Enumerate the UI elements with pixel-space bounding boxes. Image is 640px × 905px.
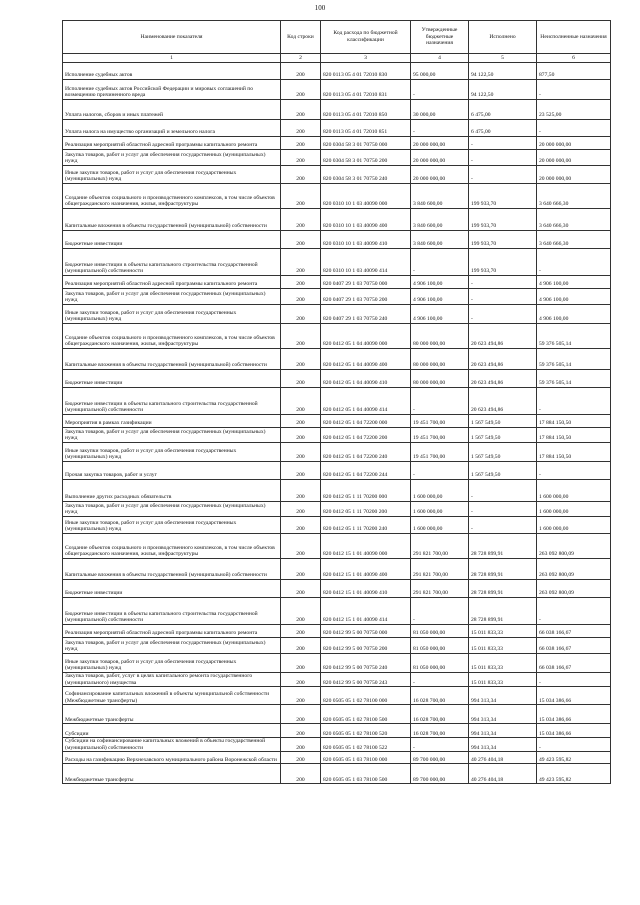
table-row bbox=[63, 534, 611, 559]
executed-amount-cell: 94 122,50 bbox=[469, 63, 537, 80]
row-code-cell: 200 bbox=[281, 209, 321, 231]
row-code-cell: 200 bbox=[281, 724, 321, 738]
row-code-cell: 200 bbox=[281, 388, 321, 415]
remaining-amount-cell: - bbox=[537, 388, 611, 415]
table-row bbox=[63, 231, 611, 249]
indicator-name-cell: Закупка товаров, работ и услуг для обеспечения государственных (муниципальных) нужд bbox=[63, 289, 281, 305]
table-row bbox=[63, 598, 611, 625]
budget-code-cell: 820 0412 15 1 01 40090 414 bbox=[321, 598, 411, 625]
table-row bbox=[63, 687, 611, 705]
budget-code-cell: 820 0505 05 1 03 78100 000 bbox=[321, 752, 411, 764]
indicator-name-cell: Реализация мероприятий областной адресной программы капитального ремонта bbox=[63, 137, 281, 150]
column-number: 1 bbox=[63, 54, 281, 63]
row-code-cell: 200 bbox=[281, 120, 321, 137]
budget-code-cell: 820 0407 29 1 03 70750 240 bbox=[321, 305, 411, 324]
approved-amount-cell: 80 000 000,00 bbox=[411, 324, 469, 349]
header-row-code: Код строки bbox=[281, 21, 321, 54]
executed-amount-cell: 199 933,70 bbox=[469, 231, 537, 249]
approved-amount-cell: 20 000 000,00 bbox=[411, 137, 469, 150]
indicator-name-cell: Исполнение судебных актов Российской Федерации и мировых соглашений по возмещению причиненного вреда bbox=[63, 80, 281, 100]
approved-amount-cell: 89 700 000,00 bbox=[411, 764, 469, 784]
row-code-cell: 200 bbox=[281, 150, 321, 166]
remaining-amount-cell: 1 600 000,00 bbox=[537, 480, 611, 502]
approved-amount-cell: 81 050 000,00 bbox=[411, 654, 469, 673]
indicator-name-cell: Капитальные вложения в объекты государственной (муниципальной) собственности bbox=[63, 209, 281, 231]
row-code-cell: 200 bbox=[281, 137, 321, 150]
table-row bbox=[63, 673, 611, 687]
indicator-name-cell: Уплата налогов, сборов и иных платежей bbox=[63, 100, 281, 120]
table-row bbox=[63, 249, 611, 276]
budget-code-cell: 820 0113 05 4 01 72010 850 bbox=[321, 100, 411, 120]
executed-amount-cell: 40 276 404,18 bbox=[469, 752, 537, 764]
approved-amount-cell: 16 028 700,00 bbox=[411, 687, 469, 705]
indicator-name-cell: Закупка товаров, работ и услуг для обеспечения государственных (муниципальных) нужд bbox=[63, 150, 281, 166]
indicator-name-cell: Закупка товаров, работ, услуг в целях капитального ремонта государственного (муниципального) имущества bbox=[63, 673, 281, 687]
table-row bbox=[63, 276, 611, 289]
approved-amount-cell: 19 451 700,00 bbox=[411, 415, 469, 428]
table-row bbox=[63, 559, 611, 580]
remaining-amount-cell: - bbox=[537, 249, 611, 276]
column-number: 6 bbox=[537, 54, 611, 63]
approved-amount-cell: 20 000 000,00 bbox=[411, 166, 469, 184]
remaining-amount-cell: 23 525,00 bbox=[537, 100, 611, 120]
header-indicator-name: Наименование показателя bbox=[63, 21, 281, 54]
approved-amount-cell: 3 840 600,00 bbox=[411, 209, 469, 231]
remaining-amount-cell: 263 092 800,09 bbox=[537, 580, 611, 598]
budget-code-cell: 820 0412 15 1 01 40090 000 bbox=[321, 534, 411, 559]
approved-amount-cell: - bbox=[411, 598, 469, 625]
budget-code-cell: 820 0412 05 1 11 70200 000 bbox=[321, 480, 411, 502]
row-code-cell: 200 bbox=[281, 638, 321, 654]
row-code-cell: 200 bbox=[281, 349, 321, 370]
budget-code-cell: 820 0505 05 1 02 78100 520 bbox=[321, 724, 411, 738]
remaining-amount-cell: 1 600 000,00 bbox=[537, 517, 611, 534]
remaining-amount-cell: 66 038 166,67 bbox=[537, 625, 611, 638]
budget-code-cell: 820 0412 05 1 04 40090 400 bbox=[321, 349, 411, 370]
executed-amount-cell: 28 728 899,91 bbox=[469, 534, 537, 559]
row-code-cell: 200 bbox=[281, 166, 321, 184]
indicator-name-cell: Реализация мероприятий областной адресной программы капитального ремонта bbox=[63, 276, 281, 289]
row-code-cell: 200 bbox=[281, 231, 321, 249]
remaining-amount-cell: 263 092 800,09 bbox=[537, 559, 611, 580]
indicator-name-cell: Закупка товаров, работ и услуг для обеспечения государственных (муниципальных) нужд bbox=[63, 502, 281, 517]
table-row bbox=[63, 305, 611, 324]
remaining-amount-cell: 4 906 100,00 bbox=[537, 305, 611, 324]
row-code-cell: 200 bbox=[281, 517, 321, 534]
executed-amount-cell: - bbox=[469, 137, 537, 150]
row-code-cell: 200 bbox=[281, 654, 321, 673]
row-code-cell: 200 bbox=[281, 370, 321, 388]
approved-amount-cell: 1 600 000,00 bbox=[411, 480, 469, 502]
indicator-name-cell: Бюджетные инвестиции в объекты капитального строительства государственной (муниципальной) собственности bbox=[63, 598, 281, 625]
remaining-amount-cell: - bbox=[537, 598, 611, 625]
approved-amount-cell: 4 906 100,00 bbox=[411, 289, 469, 305]
executed-amount-cell: 1 567 549,50 bbox=[469, 462, 537, 480]
executed-amount-cell: 199 933,70 bbox=[469, 184, 537, 209]
remaining-amount-cell: 20 000 000,00 bbox=[537, 137, 611, 150]
indicator-name-cell: Иные закупки товаров, работ и услуг для обеспечения государственных (муниципальных) нужд bbox=[63, 654, 281, 673]
column-number-row bbox=[63, 54, 611, 63]
budget-code-cell: 820 0304 58 3 01 70750 200 bbox=[321, 150, 411, 166]
table-row bbox=[63, 462, 611, 480]
indicator-name-cell: Софинансирование капитальных вложений в объекты муниципальной собственности (Межбюджетные трансферты) bbox=[63, 687, 281, 705]
table-row bbox=[63, 638, 611, 654]
indicator-name-cell: Создание объектов социального и производственного комплексов, в том числе объектов общегражданского назначения, жилья, инфраструктуры bbox=[63, 324, 281, 349]
remaining-amount-cell: - bbox=[537, 462, 611, 480]
budget-code-cell: 820 0407 29 1 03 70750 000 bbox=[321, 276, 411, 289]
indicator-name-cell: Иные закупки товаров, работ и услуг для обеспечения государственных (муниципальных) нужд bbox=[63, 166, 281, 184]
approved-amount-cell: - bbox=[411, 80, 469, 100]
table-row bbox=[63, 738, 611, 752]
executed-amount-cell: 94 122,50 bbox=[469, 80, 537, 100]
indicator-name-cell: Межбюджетные трансферты bbox=[63, 764, 281, 784]
table-row bbox=[63, 580, 611, 598]
approved-amount-cell: 4 906 100,00 bbox=[411, 276, 469, 289]
budget-code-cell: 820 0310 10 1 03 40090 400 bbox=[321, 209, 411, 231]
indicator-name-cell: Бюджетные инвестиции bbox=[63, 580, 281, 598]
approved-amount-cell: 1 600 000,00 bbox=[411, 517, 469, 534]
remaining-amount-cell: 59 376 505,14 bbox=[537, 370, 611, 388]
row-code-cell: 200 bbox=[281, 625, 321, 638]
header-executed: Исполнено bbox=[469, 21, 537, 54]
executed-amount-cell: - bbox=[469, 305, 537, 324]
remaining-amount-cell: 66 038 166,67 bbox=[537, 654, 611, 673]
remaining-amount-cell: 49 423 595,82 bbox=[537, 752, 611, 764]
budget-code-cell: 820 0412 15 1 01 40090 410 bbox=[321, 580, 411, 598]
indicator-name-cell: Прочая закупка товаров, работ и услуг bbox=[63, 462, 281, 480]
budget-code-cell: 820 0412 05 1 04 40090 410 bbox=[321, 370, 411, 388]
budget-code-cell: 820 0412 05 1 04 72200 244 bbox=[321, 462, 411, 480]
remaining-amount-cell: - bbox=[537, 738, 611, 752]
row-code-cell: 200 bbox=[281, 673, 321, 687]
remaining-amount-cell: 20 000 000,00 bbox=[537, 166, 611, 184]
table-row bbox=[63, 100, 611, 120]
approved-amount-cell: - bbox=[411, 249, 469, 276]
table-row bbox=[63, 415, 611, 428]
remaining-amount-cell: 20 000 000,00 bbox=[537, 150, 611, 166]
budget-code-cell: 820 0505 05 1 02 78100 000 bbox=[321, 687, 411, 705]
budget-code-cell: 820 0310 10 1 03 40090 410 bbox=[321, 231, 411, 249]
executed-amount-cell: 20 623 494,86 bbox=[469, 388, 537, 415]
approved-amount-cell: 30 000,00 bbox=[411, 100, 469, 120]
row-code-cell: 200 bbox=[281, 687, 321, 705]
indicator-name-cell: Расходы на газификацию Верхнехавского муниципального района Воронежской области bbox=[63, 752, 281, 764]
remaining-amount-cell: 1 600 000,00 bbox=[537, 502, 611, 517]
budget-code-cell: 820 0412 05 1 04 40090 414 bbox=[321, 388, 411, 415]
table-row bbox=[63, 724, 611, 738]
approved-amount-cell: 4 906 100,00 bbox=[411, 305, 469, 324]
indicator-name-cell: Иные закупки товаров, работ и услуг для обеспечения государственных (муниципальных) нужд bbox=[63, 305, 281, 324]
budget-code-cell: 820 0113 05 4 01 72010 851 bbox=[321, 120, 411, 137]
approved-amount-cell: 291 821 700,00 bbox=[411, 534, 469, 559]
executed-amount-cell: - bbox=[469, 166, 537, 184]
indicator-name-cell: Выполнение других расходных обязательств bbox=[63, 480, 281, 502]
budget-code-cell: 820 0412 05 1 04 72200 240 bbox=[321, 443, 411, 462]
budget-code-cell: 820 0407 29 1 03 70750 200 bbox=[321, 289, 411, 305]
executed-amount-cell: 1 567 549,50 bbox=[469, 428, 537, 443]
row-code-cell: 200 bbox=[281, 598, 321, 625]
approved-amount-cell: 81 050 000,00 bbox=[411, 638, 469, 654]
executed-amount-cell: 1 567 549,50 bbox=[469, 443, 537, 462]
remaining-amount-cell: 877,50 bbox=[537, 63, 611, 80]
table-row bbox=[63, 370, 611, 388]
approved-amount-cell: 3 840 600,00 bbox=[411, 184, 469, 209]
budget-code-cell: 820 0505 05 1 02 78100 500 bbox=[321, 705, 411, 724]
header-remaining: Неисполненные назначения bbox=[537, 21, 611, 54]
budget-code-cell: 820 0412 99 5 00 70750 000 bbox=[321, 625, 411, 638]
row-code-cell: 200 bbox=[281, 289, 321, 305]
budget-code-cell: 820 0304 58 3 01 70750 000 bbox=[321, 137, 411, 150]
executed-amount-cell: - bbox=[469, 289, 537, 305]
approved-amount-cell: - bbox=[411, 738, 469, 752]
approved-amount-cell: 1 600 000,00 bbox=[411, 502, 469, 517]
indicator-name-cell: Бюджетные инвестиции в объекты капитального строительства государственной (муниципальной) собственности bbox=[63, 388, 281, 415]
indicator-name-cell: Уплата налога на имущество организаций и земельного налога bbox=[63, 120, 281, 137]
remaining-amount-cell: 17 884 150,50 bbox=[537, 428, 611, 443]
approved-amount-cell: 19 451 700,00 bbox=[411, 443, 469, 462]
row-code-cell: 200 bbox=[281, 462, 321, 480]
indicator-name-cell: Межбюджетные трансферты bbox=[63, 705, 281, 724]
indicator-name-cell: Бюджетные инвестиции bbox=[63, 370, 281, 388]
table-row bbox=[63, 349, 611, 370]
indicator-name-cell: Создание объектов социального и производственного комплексов, в том числе объектов общегражданского назначения, жилья, инфраструктуры bbox=[63, 534, 281, 559]
table-row bbox=[63, 517, 611, 534]
budget-code-cell: 820 0412 99 5 00 70750 200 bbox=[321, 638, 411, 654]
indicator-name-cell: Капитальные вложения в объекты государственной (муниципальной) собственности bbox=[63, 349, 281, 370]
approved-amount-cell: 291 821 700,00 bbox=[411, 559, 469, 580]
remaining-amount-cell: 3 640 666,30 bbox=[537, 184, 611, 209]
row-code-cell: 200 bbox=[281, 738, 321, 752]
approved-amount-cell: 80 000 000,00 bbox=[411, 370, 469, 388]
approved-amount-cell: 80 000 000,00 bbox=[411, 349, 469, 370]
approved-amount-cell: - bbox=[411, 462, 469, 480]
page-number: 100 bbox=[314, 4, 326, 12]
executed-amount-cell: 20 623 494,86 bbox=[469, 349, 537, 370]
executed-amount-cell: 994 313,34 bbox=[469, 738, 537, 752]
executed-amount-cell: 40 276 404,18 bbox=[469, 764, 537, 784]
budget-code-cell: 820 0505 05 1 03 78100 500 bbox=[321, 764, 411, 784]
executed-amount-cell: 199 933,70 bbox=[469, 209, 537, 231]
row-code-cell: 200 bbox=[281, 428, 321, 443]
approved-amount-cell: 95 000,00 bbox=[411, 63, 469, 80]
indicator-name-cell: Субсидии на софинансирование капитальных вложений в объекты государственной (муниципальной) собственности bbox=[63, 738, 281, 752]
indicator-name-cell: Иные закупки товаров, работ и услуг для обеспечения государственных (муниципальных) нужд bbox=[63, 517, 281, 534]
row-code-cell: 200 bbox=[281, 559, 321, 580]
executed-amount-cell: 1 567 549,50 bbox=[469, 415, 537, 428]
approved-amount-cell: 20 000 000,00 bbox=[411, 150, 469, 166]
indicator-name-cell: Создание объектов социального и производственного комплексов, в том числе объектов общегражданского назначения, жилья, инфраструктуры bbox=[63, 184, 281, 209]
approved-amount-cell: 81 050 000,00 bbox=[411, 625, 469, 638]
table-row bbox=[63, 752, 611, 764]
row-code-cell: 200 bbox=[281, 305, 321, 324]
remaining-amount-cell: 66 038 166,67 bbox=[537, 638, 611, 654]
remaining-amount-cell: 17 884 150,50 bbox=[537, 415, 611, 428]
indicator-name-cell: Капитальные вложения в объекты государственной (муниципальной) собственности bbox=[63, 559, 281, 580]
table-row bbox=[63, 324, 611, 349]
budget-code-cell: 820 0412 05 1 11 70200 200 bbox=[321, 502, 411, 517]
budget-code-cell: 820 0113 05 4 01 72010 831 bbox=[321, 80, 411, 100]
table-row bbox=[63, 443, 611, 462]
table-row bbox=[63, 502, 611, 517]
executed-amount-cell: 28 728 899,91 bbox=[469, 598, 537, 625]
executed-amount-cell: 28 728 899,91 bbox=[469, 559, 537, 580]
remaining-amount-cell: 3 640 666,30 bbox=[537, 231, 611, 249]
executed-amount-cell: 28 728 899,91 bbox=[469, 580, 537, 598]
budget-code-cell: 820 0412 99 5 00 70750 243 bbox=[321, 673, 411, 687]
indicator-name-cell: Мероприятия в рамках газификации bbox=[63, 415, 281, 428]
row-code-cell: 200 bbox=[281, 100, 321, 120]
table-row bbox=[63, 184, 611, 209]
remaining-amount-cell: 3 640 666,30 bbox=[537, 209, 611, 231]
executed-amount-cell: - bbox=[469, 502, 537, 517]
budget-code-cell: 820 0304 58 3 01 70750 240 bbox=[321, 166, 411, 184]
budget-code-cell: 820 0505 05 1 02 78100 522 bbox=[321, 738, 411, 752]
row-code-cell: 200 bbox=[281, 764, 321, 784]
executed-amount-cell: - bbox=[469, 276, 537, 289]
row-code-cell: 200 bbox=[281, 415, 321, 428]
header-budget-code: Код расхода по бюджетной классификации bbox=[321, 21, 411, 54]
table-row bbox=[63, 705, 611, 724]
table-row bbox=[63, 625, 611, 638]
executed-amount-cell: 15 011 833,33 bbox=[469, 638, 537, 654]
table-row bbox=[63, 120, 611, 137]
row-code-cell: 200 bbox=[281, 249, 321, 276]
table-row bbox=[63, 480, 611, 502]
column-number: 4 bbox=[411, 54, 469, 63]
table-row bbox=[63, 289, 611, 305]
indicator-name-cell: Закупка товаров, работ и услуг для обеспечения государственных (муниципальных) нужд bbox=[63, 638, 281, 654]
remaining-amount-cell: 15 034 386,66 bbox=[537, 724, 611, 738]
remaining-amount-cell: 4 906 100,00 bbox=[537, 289, 611, 305]
budget-execution-table bbox=[62, 20, 611, 784]
budget-code-cell: 820 0412 05 1 04 72200 000 bbox=[321, 415, 411, 428]
indicator-name-cell: Иные закупки товаров, работ и услуг для обеспечения государственных (муниципальных) нужд bbox=[63, 443, 281, 462]
executed-amount-cell: 994 313,34 bbox=[469, 724, 537, 738]
table-row bbox=[63, 166, 611, 184]
column-number: 2 bbox=[281, 54, 321, 63]
approved-amount-cell: 89 700 000,00 bbox=[411, 752, 469, 764]
executed-amount-cell: - bbox=[469, 150, 537, 166]
executed-amount-cell: 6 475,00 bbox=[469, 120, 537, 137]
remaining-amount-cell: - bbox=[537, 120, 611, 137]
budget-code-cell: 820 0412 05 1 04 72200 200 bbox=[321, 428, 411, 443]
executed-amount-cell: 994 313,34 bbox=[469, 705, 537, 724]
table-row bbox=[63, 63, 611, 80]
row-code-cell: 200 bbox=[281, 580, 321, 598]
remaining-amount-cell: 4 906 100,00 bbox=[537, 276, 611, 289]
approved-amount-cell: 3 840 600,00 bbox=[411, 231, 469, 249]
row-code-cell: 200 bbox=[281, 184, 321, 209]
row-code-cell: 200 bbox=[281, 63, 321, 80]
table-row bbox=[63, 764, 611, 784]
budget-code-cell: 820 0310 10 1 03 40090 414 bbox=[321, 249, 411, 276]
executed-amount-cell: 6 475,00 bbox=[469, 100, 537, 120]
remaining-amount-cell: 15 034 386,66 bbox=[537, 705, 611, 724]
approved-amount-cell: 291 821 700,00 bbox=[411, 580, 469, 598]
remaining-amount-cell: 49 423 595,82 bbox=[537, 764, 611, 784]
indicator-name-cell: Реализация мероприятий областной адресной программы капитального ремонта bbox=[63, 625, 281, 638]
executed-amount-cell: 20 623 494,86 bbox=[469, 324, 537, 349]
table-header-row bbox=[63, 21, 611, 54]
remaining-amount-cell: 17 884 150,50 bbox=[537, 443, 611, 462]
remaining-amount-cell: 59 376 505,14 bbox=[537, 324, 611, 349]
indicator-name-cell: Закупка товаров, работ и услуг для обеспечения государственных (муниципальных) нужд bbox=[63, 428, 281, 443]
table-row bbox=[63, 80, 611, 100]
row-code-cell: 200 bbox=[281, 324, 321, 349]
executed-amount-cell: 199 933,70 bbox=[469, 249, 537, 276]
remaining-amount-cell: - bbox=[537, 673, 611, 687]
row-code-cell: 200 bbox=[281, 480, 321, 502]
row-code-cell: 200 bbox=[281, 752, 321, 764]
column-number: 5 bbox=[469, 54, 537, 63]
row-code-cell: 200 bbox=[281, 502, 321, 517]
table-row bbox=[63, 654, 611, 673]
executed-amount-cell: - bbox=[469, 480, 537, 502]
remaining-amount-cell: - bbox=[537, 80, 611, 100]
executed-amount-cell: - bbox=[469, 517, 537, 534]
table-row bbox=[63, 209, 611, 231]
indicator-name-cell: Бюджетные инвестиции bbox=[63, 231, 281, 249]
approved-amount-cell: 19 451 700,00 bbox=[411, 428, 469, 443]
table-row bbox=[63, 150, 611, 166]
budget-code-cell: 820 0412 05 1 04 40090 000 bbox=[321, 324, 411, 349]
header-approved: Утвержденные бюджетные назначения bbox=[411, 21, 469, 54]
approved-amount-cell: - bbox=[411, 120, 469, 137]
indicator-name-cell: Бюджетные инвестиции в объекты капитального строительства государственной (муниципальной) собственности bbox=[63, 249, 281, 276]
remaining-amount-cell: 59 376 505,14 bbox=[537, 349, 611, 370]
executed-amount-cell: 15 011 833,33 bbox=[469, 673, 537, 687]
indicator-name-cell: Субсидии bbox=[63, 724, 281, 738]
row-code-cell: 200 bbox=[281, 80, 321, 100]
table-row bbox=[63, 137, 611, 150]
budget-code-cell: 820 0412 99 5 00 70750 240 bbox=[321, 654, 411, 673]
budget-code-cell: 820 0412 15 1 01 40090 400 bbox=[321, 559, 411, 580]
table-row bbox=[63, 388, 611, 415]
approved-amount-cell: - bbox=[411, 388, 469, 415]
column-number: 3 bbox=[321, 54, 411, 63]
row-code-cell: 200 bbox=[281, 443, 321, 462]
executed-amount-cell: 15 011 833,33 bbox=[469, 654, 537, 673]
budget-code-cell: 820 0310 10 1 03 40090 000 bbox=[321, 184, 411, 209]
executed-amount-cell: 20 623 494,86 bbox=[469, 370, 537, 388]
indicator-name-cell: Исполнение судебных актов bbox=[63, 63, 281, 80]
executed-amount-cell: 994 313,34 bbox=[469, 687, 537, 705]
table-row bbox=[63, 428, 611, 443]
row-code-cell: 200 bbox=[281, 534, 321, 559]
budget-code-cell: 820 0113 05 4 01 72010 830 bbox=[321, 63, 411, 80]
budget-code-cell: 820 0412 05 1 11 70200 240 bbox=[321, 517, 411, 534]
executed-amount-cell: 15 011 833,33 bbox=[469, 625, 537, 638]
approved-amount-cell: 16 028 700,00 bbox=[411, 705, 469, 724]
table-body bbox=[63, 63, 611, 784]
approved-amount-cell: 16 028 700,00 bbox=[411, 724, 469, 738]
row-code-cell: 200 bbox=[281, 705, 321, 724]
remaining-amount-cell: 15 034 386,66 bbox=[537, 687, 611, 705]
row-code-cell: 200 bbox=[281, 276, 321, 289]
approved-amount-cell: - bbox=[411, 673, 469, 687]
remaining-amount-cell: 263 092 800,09 bbox=[537, 534, 611, 559]
